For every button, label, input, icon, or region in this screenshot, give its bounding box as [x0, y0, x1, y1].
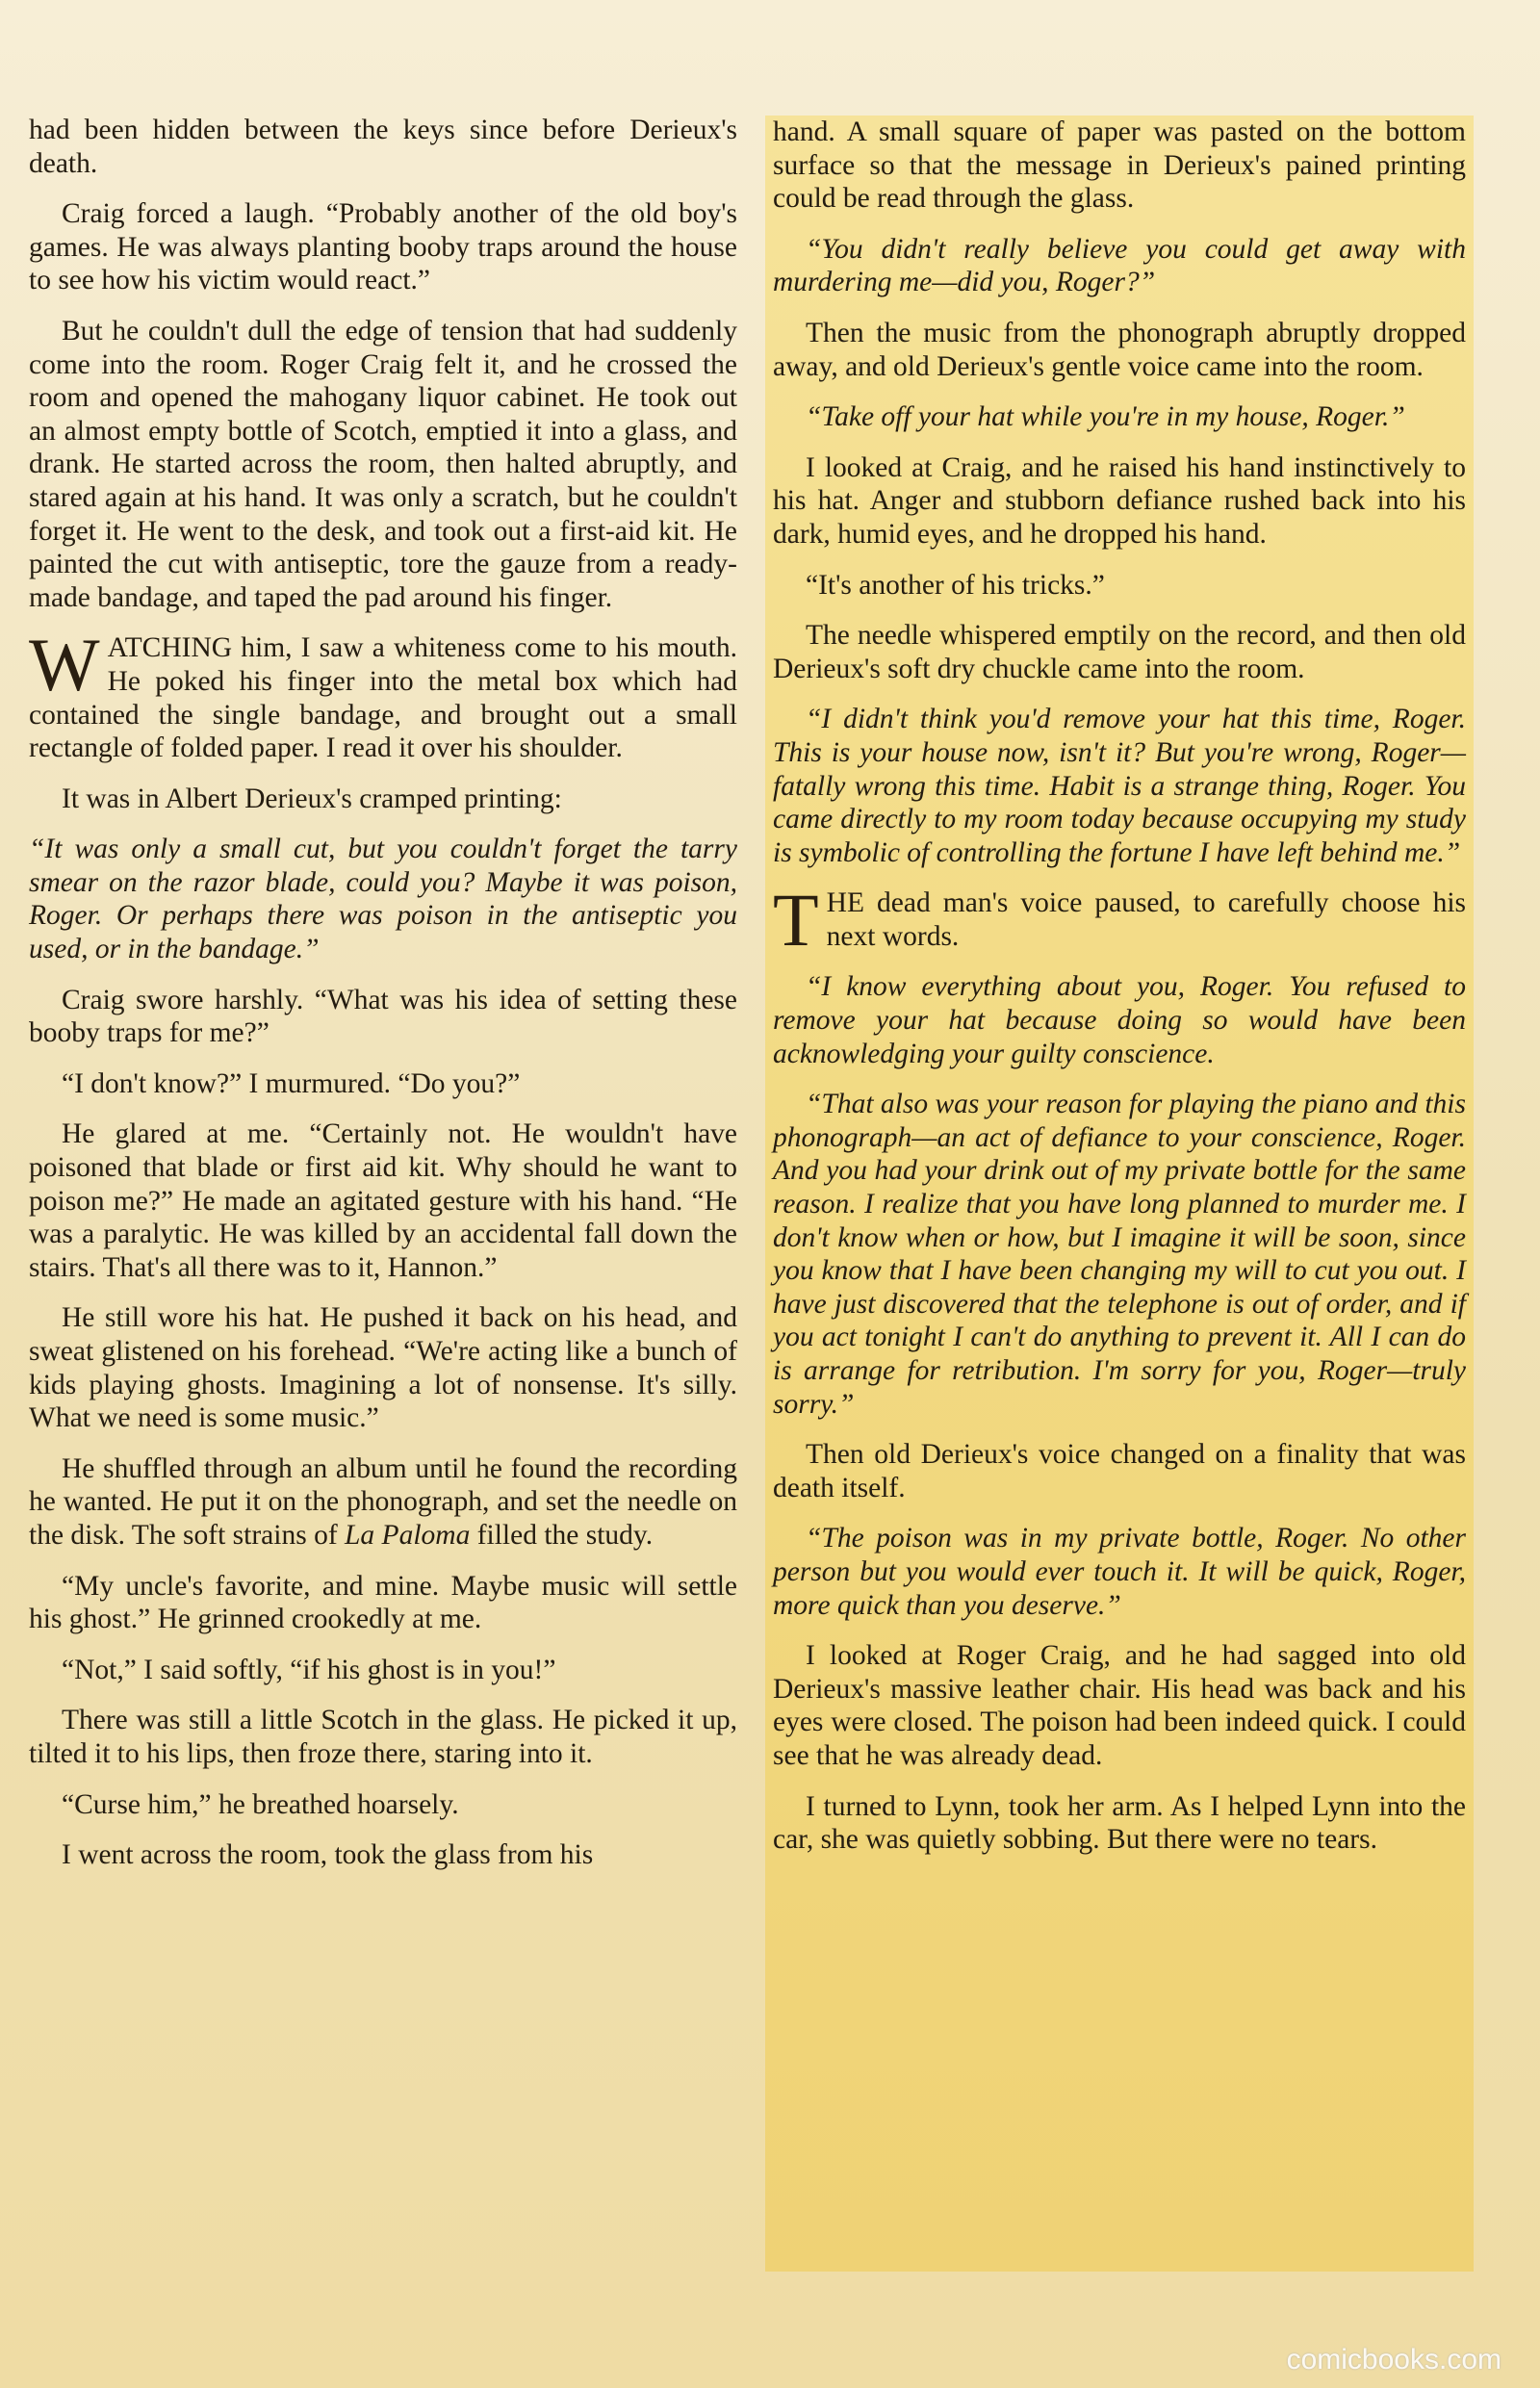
- paragraph: I looked at Craig, and he raised his hand instinctively to his hat. Anger and stubborn defiance rushed back into his dark, humid eyes, and he dropped his hand.: [773, 451, 1466, 550]
- paragraph: Craig swore harshly. “What was his idea of setting these booby traps for me?”: [29, 984, 737, 1049]
- paragraph: He still wore his hat. He pushed it back on his head, and sweat glistened on his forehead. “We're acting like a bunch of kids playing ghosts. Imagining a lot of nonsense. It's silly. What we need is some music.”: [29, 1302, 737, 1434]
- paragraph: The needle whispered emptily on the record, and then old Derieux's soft dry chuckle came into the room.: [773, 620, 1466, 684]
- drop-cap: W: [29, 623, 100, 707]
- paragraph-text: HE dead man's voice paused, to carefully choose his next words.: [826, 887, 1466, 952]
- watermark: comicbooks.com: [1286, 2344, 1502, 2375]
- paragraph: I looked at Roger Craig, and he had sagged into old Derieux's massive leather chair. His head was back and his eyes were closed. The poison had been indeed quick. I could see that he was already dead.: [773, 1640, 1466, 1771]
- note-text: [29, 833, 737, 965]
- left-column: [29, 114, 737, 1889]
- paragraph: It was in Albert Derieux's cramped printing:: [62, 783, 562, 814]
- paragraph-text: ATCHING him, I saw a whiteness come to his mouth. He poked his finger into the metal box which had contained the single bandage, and brought out a small rectangle of folded paper. I read it over his shoulder.: [29, 632, 737, 764]
- paragraph: [773, 1522, 1466, 1622]
- paragraph: [29, 1452, 737, 1553]
- paragraph: [773, 703, 1466, 869]
- paragraph: “I don't know?” I murmured. “Do you?”: [62, 1067, 521, 1099]
- note-italic: “You didn't really believe you could get away with murdering me—did you, Roger?”: [773, 233, 1466, 298]
- paragraph: Then the music from the phonograph abruptly dropped away, and old Derieux's gentle voice came into the room.: [773, 317, 1466, 382]
- paragraph: [773, 233, 1466, 299]
- paragraph: I went across the room, took the glass from his: [62, 1839, 594, 1871]
- voice-italic: “I didn't think you'd remove your hat this time, Roger. This is your house now, isn't it? But you're wrong, Roger—fatally wrong this time. Habit is a strange thing, Roger. You came directly to my room today because occupying my study is symbolic of controlling the fortune I have left behind me.”: [773, 704, 1466, 868]
- text: He shuffled through an album until he found the recording he wanted. He put it on the phonograph, and set the needle on the disk. The soft strains of: [29, 1452, 737, 1551]
- voice-italic: “Take off your hat while you're in my house, Roger.”: [806, 401, 1405, 433]
- paragraph: There was still a little Scotch in the glass. He picked it up, tilted it to his lips, then froze there, staring into it.: [29, 1705, 737, 1769]
- paragraph-dropcap: [773, 878, 1466, 963]
- voice-italic: “I know everything about you, Roger. You refused to remove your hat because doing so would have been acknowledging your guilty conscience.: [773, 971, 1466, 1069]
- paragraph: He glared at me. “Certainly not. He wouldn't have poisoned that blade or first aid kit. Why should he want to poison me?” He made an agitated gesture with his hand. “He was a paralytic. He was killed by an accidental fall down the stairs. That's all there was to it, Hannon.”: [29, 1118, 737, 1283]
- paragraph: I turned to Lynn, took her arm. As I helped Lynn into the car, she was quietly sobbing. But there were no tears.: [773, 1790, 1466, 1856]
- paragraph: had been hidden between the keys since before Derieux's death.: [29, 115, 737, 179]
- paragraph: [773, 970, 1466, 1070]
- drop-cap: T: [773, 878, 819, 963]
- note-italic: “It was only a small cut, but you couldn't forget the tarry smear on the razor blade, could you? Maybe it was poison, Roger. Or perhaps there was poison in the antiseptic you used, or in the bandage.”: [29, 834, 737, 965]
- paragraph: [773, 1088, 1466, 1421]
- paragraph: But he couldn't dull the edge of tension that had suddenly come into the room. Roger Craig felt it, and he crossed the room and opened the mahogany liquor cabinet. He took out an almost empty bottle of Scotch, emptied it into a glass, and drank. He started across the room, then halted abruptly, and stared again at his hand. It was only a scratch, but he couldn't forget it. He went to the desk, and took out a first-aid kit. He painted the cut with antiseptic, tore the gauze from a ready-made bandage, and taped the pad around his finger.: [29, 315, 737, 613]
- text: filled the study.: [470, 1519, 654, 1551]
- right-column: [765, 116, 1474, 2272]
- paragraph: hand. A small square of paper was pasted on the bottom surface so that the message in Derieux's pained printing could be read through the glass.: [773, 116, 1466, 215]
- paragraph: “Curse him,” he breathed hoarsely.: [62, 1788, 459, 1820]
- paragraph: Craig forced a laugh. “Probably another of the old boy's games. He was always planting booby traps around the house to see how his victim would react.”: [29, 198, 737, 296]
- paragraph: [773, 400, 1466, 434]
- paragraph: Then old Derieux's voice changed on a finality that was death itself.: [773, 1439, 1466, 1503]
- paragraph: “It's another of his tricks.”: [806, 569, 1105, 601]
- song-title: La Paloma: [345, 1519, 471, 1551]
- paragraph: “My uncle's favorite, and mine. Maybe music will settle his ghost.” He grinned crookedly at me.: [29, 1570, 737, 1635]
- paragraph-dropcap: [29, 623, 737, 764]
- paragraph: “Not,” I said softly, “if his ghost is in you!”: [62, 1654, 556, 1685]
- voice-italic: “The poison was in my private bottle, Roger. No other person but you would ever touch it. It will be quick, Roger, more quick than you deserve.”: [773, 1523, 1466, 1621]
- voice-italic: “That also was your reason for playing the piano and this phonograph—an act of defiance to your conscience, Roger. And you had your drink out of my private bottle for the same reason. I realize that you have long planned to murder me. I don't know when or how, but I imagine it will be soon, since you know that I have been changing my will to cut you out. I have just discovered that the telephone is out of order, and if you act tonight I can't do anything to prevent it. All I can do is arrange for retribution. I'm sorry for you, Roger—truly sorry.”: [773, 1089, 1466, 1420]
